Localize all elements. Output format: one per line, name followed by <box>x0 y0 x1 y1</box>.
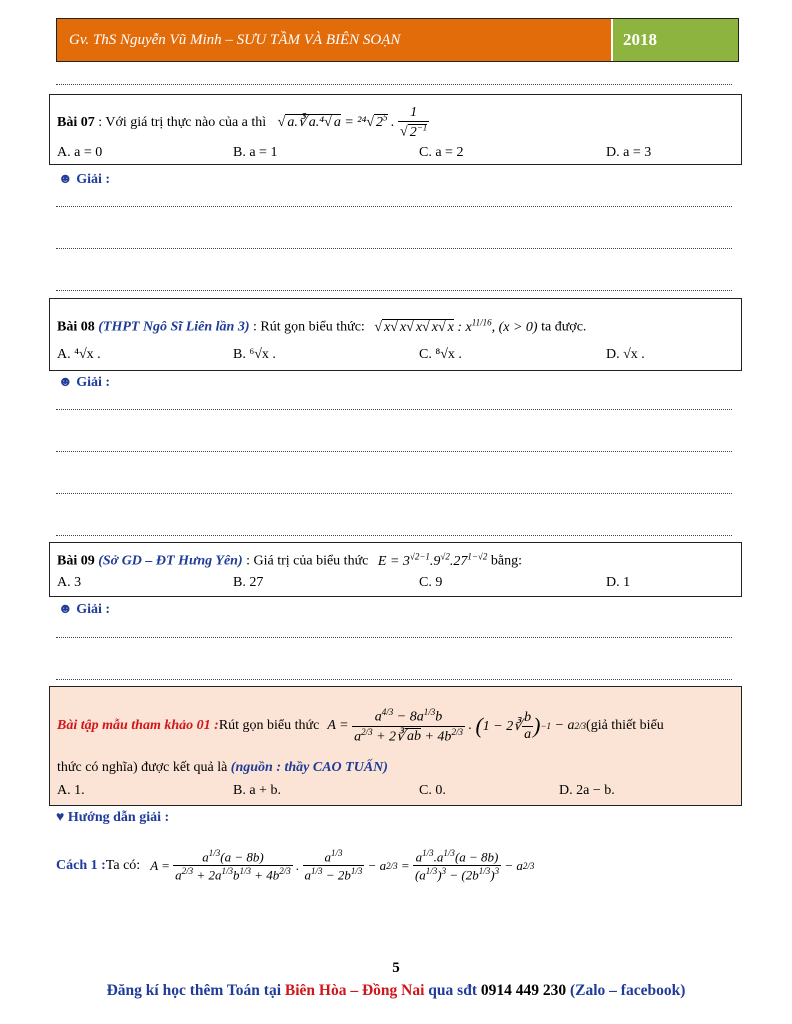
mau-option-c[interactable]: C. 0. <box>419 783 446 798</box>
bai08-tail: ta được. <box>541 319 587 335</box>
bai07-option-c[interactable]: C. a = 2 <box>419 145 464 160</box>
huong-dan-heading: ♥ Hướng dẫn giải : <box>56 810 170 825</box>
mau-line2: thức có nghĩa) được kết quả là <box>57 760 231 775</box>
bai08-source: (THPT Ngô Sĩ Liên lần 3) <box>98 319 250 335</box>
cach1-line <box>56 848 534 884</box>
mau-tail: (giả thiết biểu <box>586 718 664 734</box>
mau-box <box>49 686 742 806</box>
mau-option-d[interactable]: D. 2a − b. <box>559 783 615 798</box>
dotted-line <box>56 535 732 536</box>
mau-formula: A = $\frac{a^{4/3} - 8a^{1/3}b}{a^{2/3} + 2∛ ab + 4b^{2/3}}$ . ( 1 − 2∛ $\frac{b}{a}$ ) −1 − a 2/3 <box>327 707 587 745</box>
bai08-box <box>49 298 742 371</box>
bai07-option-a[interactable]: A. a = 0 <box>57 145 103 160</box>
bai09-formula: $E = 3^{√2-1}.9^{√2}.27^{1-√2}$ <box>377 551 488 569</box>
footer-part3: qua sđt <box>424 982 481 999</box>
giai-heading: ☻ Giải : <box>58 172 111 187</box>
dotted-line <box>56 637 732 638</box>
page-header <box>56 18 739 62</box>
footer <box>0 982 792 1000</box>
bai09-option-b[interactable]: B. 27 <box>233 575 264 590</box>
page-number: 5 <box>392 960 400 976</box>
mau-question: Rút gọn biểu thức <box>218 718 320 734</box>
bai07-label: Bài 07 <box>57 115 95 131</box>
bai09-box <box>49 542 742 597</box>
dotted-line <box>56 493 732 494</box>
dotted-line <box>56 206 732 207</box>
header-year: 2018 <box>613 19 738 61</box>
footer-phone: 0914 449 230 <box>480 982 567 999</box>
header-author: Gv. ThS Nguyễn Vũ Minh – SƯU TẦM VÀ BIÊN SOẠN <box>57 19 613 61</box>
bai09-option-a[interactable]: A. 3 <box>57 575 82 590</box>
bai08-option-a[interactable]: A. ⁴√x . <box>57 347 101 362</box>
bai07-box <box>49 94 742 165</box>
footer-location: Biên Hòa – Đồng Nai <box>284 982 425 999</box>
mau-label: Bài tập mẫu tham khảo 01 : <box>57 718 219 734</box>
bai07-option-d[interactable]: D. a = 3 <box>606 145 652 160</box>
bai09-tail: bằng: <box>487 553 522 569</box>
bai08-question: : Rút gọn biểu thức: <box>249 319 365 335</box>
bai09-source: (Sở GD – ĐT Hưng Yên) <box>98 553 243 569</box>
cach1-text: Ta có: <box>105 857 141 873</box>
dotted-line <box>56 84 732 85</box>
bai07-option-b[interactable]: B. a = 1 <box>233 145 278 160</box>
giai-heading: ☻ Giải : <box>58 375 111 390</box>
footer-part5: (Zalo – facebook) <box>566 982 686 999</box>
dotted-line <box>56 679 732 680</box>
cach1-label: Cách 1 : <box>56 857 106 873</box>
dotted-line <box>56 451 732 452</box>
bai08-formula: √ x√ x√ x√ x√ x : $x^{11/16}$, (x > 0) <box>374 317 542 335</box>
bai09-question: : Giá trị của biểu thức <box>242 553 369 569</box>
cach1-formula: A = $\frac{a^{1/3}(a - 8b)}{a^{2/3} + 2a^{1/3}b^{1/3} + 4b^{2/3}}$ . $\frac{a^{1/3}}{a^{1/3} - 2b^{1/3}}$ − a 2/3 = $\frac{a^{1/3}.a^{1/3}(a - 8b)}{(a^{1/3})^3 - (2b^{1/3})^3}$ − a 2/3 <box>150 848 535 883</box>
mau-option-a[interactable]: A. 1. <box>57 783 85 798</box>
dotted-line <box>56 409 732 410</box>
bai08-option-b[interactable]: B. ⁶√x . <box>233 347 276 362</box>
mau-source: (nguồn : thầy CAO TUẤN) <box>230 760 388 775</box>
bai07-formula: √ a.∛ a.⁴√ a = ²⁴√ $2^5$ . $\frac{1}{√ 2^{-1}}$ <box>277 105 428 140</box>
giai-heading: ☻ Giải : <box>58 602 111 617</box>
bai08-label: Bài 08 <box>57 319 95 335</box>
bai09-option-c[interactable]: C. 9 <box>419 575 443 590</box>
mau-option-b[interactable]: B. a + b. <box>233 783 281 798</box>
bai07-question: : Với giá trị thực nào của a thì <box>94 115 267 131</box>
footer-part1: Đăng kí học thêm Toán tại <box>106 982 285 999</box>
bai08-option-d[interactable]: D. √x . <box>606 347 645 362</box>
bai08-option-c[interactable]: C. ⁸√x . <box>419 347 462 362</box>
bai09-option-d[interactable]: D. 1 <box>606 575 631 590</box>
dotted-line <box>56 290 732 291</box>
bai09-label: Bài 09 <box>57 553 95 569</box>
dotted-line <box>56 248 732 249</box>
